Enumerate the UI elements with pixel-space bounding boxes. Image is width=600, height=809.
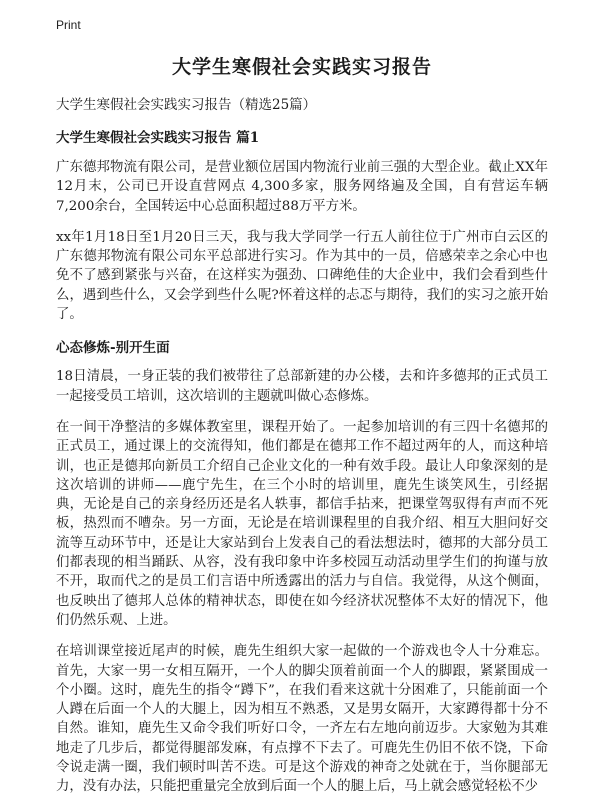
document-subtitle: 大学生寒假社会实践实习报告（精选25篇） (56, 97, 317, 113)
paragraph: xx年1月18日至1月20日三天，我与我大学同学一行五人前往位于广州市白云区的广东德邦物流有限公司东平总部进行实习。作为其中的一员，倍感荣幸之余心中也免不了感到紧张与兴奋，在这样实为强劲、口碑绝佳的大企业中，我们会看到些什么，遇到些什么，又会学到些什么呢?怀着这样的忐忑与期待，我们的实习之旅开始了。 (56, 229, 548, 323)
section-heading-2: 心态修炼-别开生面 (56, 340, 170, 357)
paragraph: 广东德邦物流有限公司，是营业额位居国内物流行业前三强的大型企业。截止XX年12月末，公司已开设直营网点 4,300多家，服务网络遍及全国，自有营运车辆7,200余台，全国转运中心总面积超过88万平方米。 (56, 160, 548, 214)
paragraph: 18日清晨，一身正装的我们被带往了总部新建的办公楼，去和许多德邦的正式员工一起接受员工培训，这次培训的主题就叫做心态修炼。 (56, 369, 548, 404)
paragraph: 在一间干净整洁的多媒体教室里，课程开始了。一起参加培训的有三四十名德邦的正式员工，通过课上的交流得知，他们都是在德邦工作不超过两年的人，而这种培训，也正是德邦向新员工介绍自己企业文化的一种有效手段。最让人印象深刻的是这次培训的讲师——鹿宁先生，在三个小时的培训里，鹿先生谈笑风生，引经据典，无论是自己的亲身经历还是名人轶事，都信手拈来，把课堂驾驭得有声而不死板，热烈而不嘈杂。另一方面，无论是在培训课程里的自我介绍、相互大胆问好交流等互动环节中，还是让大家站到台上发表自己的看法想法时，德邦的大部分员工们都表现的相当踊跃、从容，没有我印象中许多校园互动活动里学生们的拘谨与放不开，取而代之的是员工们言语中所透露出的活力与自信。我觉得，从这个侧面，也反映出了德邦人总体的精神状态，即使在如今经济状况整体不太好的情况下，他们仍然乐观、上进。 (56, 419, 548, 628)
section-heading-1: 大学生寒假社会实践实习报告 篇1 (56, 130, 260, 146)
page-title: 大学生寒假社会实践实习报告 (171, 56, 432, 78)
print-label: Print (56, 18, 81, 32)
document-body (56, 52, 548, 809)
paragraph: 在培训课堂接近尾声的时候，鹿先生组织大家一起做的一个游戏也令人十分难忘。首先，大家一男一女相互隔开，一个人的脚尖顶着前面一个人的脚跟，紧紧围成一个小圈。这时，鹿先生的指令“蹲下”，在我们看来这就十分困难了，只能前面一个人蹲在后面一个人的大腿上，因为相互不熟悉，又是男女隔开，大家蹲得都十分不自然。谁知，鹿先生又命令我们听好口令，一齐左右左地向前迈步。大家勉为其难地走了几步后，都觉得腿部发麻，有点撑不下去了。可鹿先生仍旧不依不饶，下命令说走满一圈，我们顿时叫苦不迭。可是这个游戏的神奇之处就在于，当你腿部无力，没有办法，只能把重量完全放到后面一个人的腿上后，马上就会感觉轻松不少 (56, 644, 548, 795)
